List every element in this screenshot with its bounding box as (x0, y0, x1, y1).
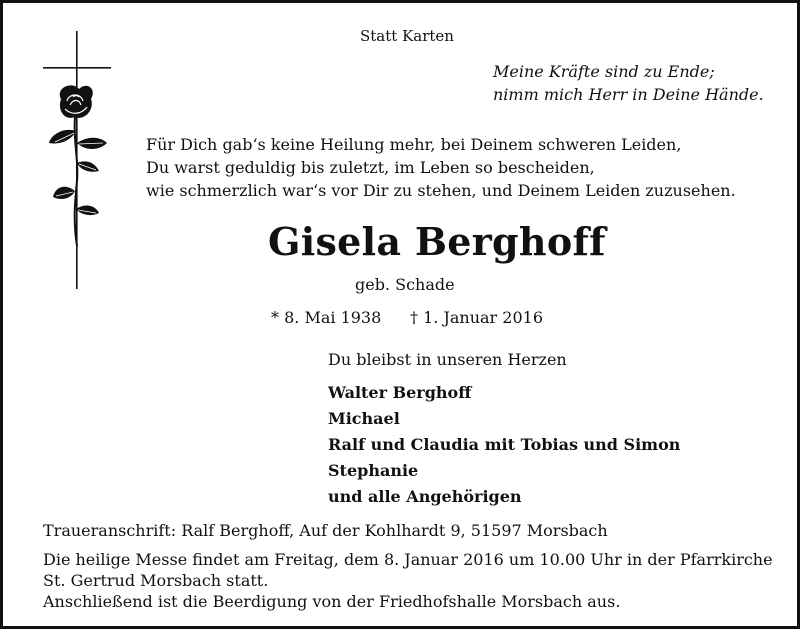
service-line: St. Gertrud Morsbach statt. (43, 571, 269, 590)
service-line: Die heilige Messe findet am Freitag, dem 8. Januar 2016 um 10.00 Uhr in der Pfarrkirche (43, 550, 773, 569)
mourner-name: und alle Angehörigen (328, 487, 522, 506)
opening-quote (493, 60, 764, 106)
poem-line: wie schmerzlich war‘s vor Dir zu stehen, und Deinem Leiden zuzusehen. (146, 181, 736, 200)
quote-line: nimm mich Herr in Deine Hände. (493, 85, 764, 104)
deceased-name: Gisela Berghoff (268, 219, 606, 264)
mourner-name: Walter Berghoff (328, 383, 472, 402)
quote-line: Meine Kräfte sind zu Ende; (493, 62, 715, 81)
cross-with-rose-icon (43, 31, 113, 291)
service-line: Anschließend ist die Beerdigung von der Friedhofshalle Morsbach aus. (43, 592, 621, 611)
mourner-name: Ralf und Claudia mit Tobias und Simon (328, 435, 681, 454)
header-statt-karten: Statt Karten (360, 27, 454, 45)
mourner-name: Stephanie (328, 461, 419, 480)
birth-date: * 8. Mai 1938 (271, 308, 382, 327)
mourners-intro: Du bleibst in unseren Herzen (328, 350, 567, 369)
poem (146, 133, 736, 202)
mourning-address: Traueranschrift: Ralf Berghoff, Auf der Kohlhardt 9, 51597 Morsbach (43, 521, 608, 540)
maiden-name: geb. Schade (355, 275, 455, 294)
death-date: † 1. Januar 2016 (410, 308, 543, 327)
mourner-name: Michael (328, 409, 400, 428)
mourners-list (328, 380, 680, 510)
service-info (43, 549, 773, 612)
poem-line: Für Dich gab‘s keine Heilung mehr, bei Deinem schweren Leiden, (146, 135, 682, 154)
poem-line: Du warst geduldig bis zuletzt, im Leben so bescheiden, (146, 158, 595, 177)
